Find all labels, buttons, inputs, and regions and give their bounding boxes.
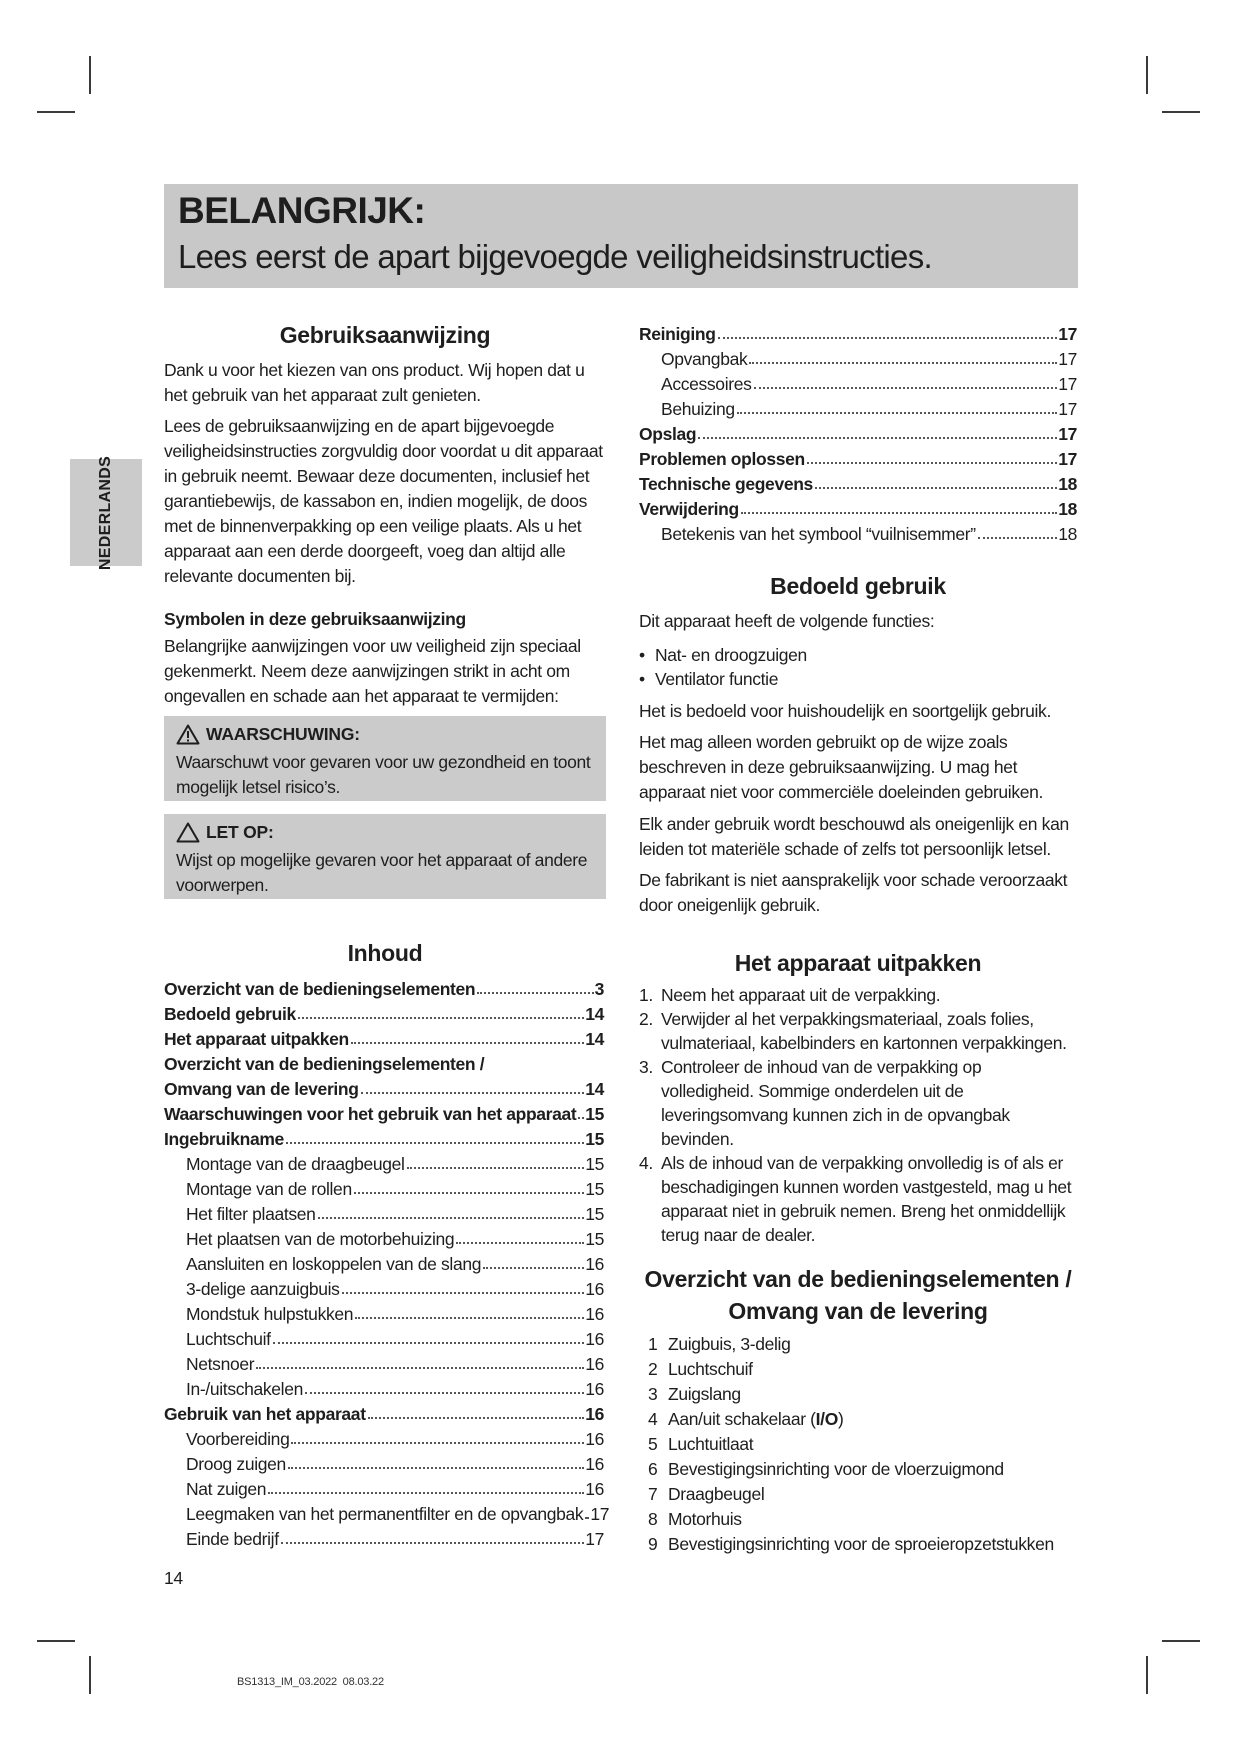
intended-use-p4: De fabrikant is niet aansprakelijk voor schade veroorzaakt door oneigenlijk gebruik. xyxy=(639,870,1068,915)
part-item xyxy=(648,1357,1054,1382)
toc-entry-title: Droog zuigen xyxy=(186,1454,286,1474)
part-item xyxy=(648,1507,1054,1532)
toc-entry xyxy=(639,445,1077,470)
toc-entry xyxy=(164,1075,604,1100)
part-number: 3 xyxy=(648,1384,658,1404)
toc-leader-dots xyxy=(355,1317,584,1319)
part-label: Zuigbuis, 3-delig xyxy=(668,1334,791,1354)
toc-entry xyxy=(639,370,1077,395)
toc-leader-dots xyxy=(256,1367,584,1369)
toc-entry-title: Aansluiten en loskoppelen van de slang xyxy=(186,1254,482,1274)
part-label-suffix: ) xyxy=(837,1409,844,1429)
toc-entry xyxy=(164,1425,604,1450)
toc-entry-title: Montage van de rollen xyxy=(186,1179,352,1199)
caution-title: LET OP: xyxy=(206,822,274,842)
toc-entry xyxy=(639,470,1077,495)
toc-leader-dots xyxy=(368,1417,585,1419)
toc-entry xyxy=(639,420,1077,445)
part-number: 5 xyxy=(648,1434,658,1454)
toc-entry-title: Netsnoer xyxy=(186,1354,255,1374)
crop-mark-top-right-vertical xyxy=(1146,56,1148,94)
toc-entry xyxy=(639,320,1077,345)
toc-entry-page: 17 xyxy=(1058,449,1077,469)
part-number: 4 xyxy=(648,1409,658,1429)
toc-entry xyxy=(164,1275,604,1300)
footer-doc-id: BS1313_IM_03.2022 08.03.22 xyxy=(237,1676,384,1688)
toc-entry-page: 16 xyxy=(585,1379,604,1399)
toc-entry xyxy=(164,1025,604,1050)
toc-entry xyxy=(164,1325,604,1350)
part-label: Motorhuis xyxy=(668,1509,742,1529)
toc-entry xyxy=(164,1500,610,1525)
toc-entry-title: Montage van de draagbeugel xyxy=(186,1154,405,1174)
crop-mark-bottom-left-horizontal xyxy=(37,1640,75,1642)
toc-leader-dots xyxy=(407,1167,585,1169)
toc-entry xyxy=(639,345,1077,370)
toc-leader-dots xyxy=(477,992,593,994)
important-banner xyxy=(164,184,1078,288)
part-number: 1 xyxy=(648,1334,658,1354)
toc-entry xyxy=(164,1475,604,1500)
part-item xyxy=(648,1482,1054,1507)
toc-entry-page: 17 xyxy=(585,1529,604,1549)
toc-entry-page: 18 xyxy=(1058,524,1077,544)
toc-entry-title: Betekenis van het symbool “vuilnisemmer” xyxy=(661,524,976,544)
toc-leader-dots xyxy=(351,1042,584,1044)
toc-entry-title: Luchtschuif xyxy=(186,1329,271,1349)
toc-entry xyxy=(164,1175,604,1200)
toc-entry-page: 15 xyxy=(585,1129,604,1149)
parts-list xyxy=(648,1332,1054,1557)
toc-entry-title: Overzicht van de bedieningselementen xyxy=(164,979,476,999)
crop-mark-bottom-right-vertical xyxy=(1146,1656,1148,1694)
intended-use-heading: Bedoeld gebruik xyxy=(770,573,946,599)
part-label: Luchtuitlaat xyxy=(668,1434,754,1454)
part-label: Bevestigingsinrichting voor de vloerzuigmond xyxy=(668,1459,1004,1479)
toc-leader-dots xyxy=(286,1142,584,1144)
toc-entry-title: Opvangbak xyxy=(661,349,748,369)
toc-entry xyxy=(639,395,1077,420)
toc-entry-title: Nat zuigen xyxy=(186,1479,267,1499)
toc-entry-title: Mondstuk hulpstukken xyxy=(186,1304,354,1324)
toc-entry-page: 16 xyxy=(585,1479,604,1499)
toc-heading: Inhoud xyxy=(347,940,423,966)
toc-entry xyxy=(164,1225,604,1250)
toc-entry-page: 15 xyxy=(585,1229,604,1249)
toc-entry-title: 3-delige aanzuigbuis xyxy=(186,1279,340,1299)
toc-entry-title: Reiniging xyxy=(639,324,716,344)
toc-entry xyxy=(639,520,1077,545)
part-item xyxy=(648,1532,1054,1557)
step-number: 1. xyxy=(639,985,653,1005)
symbols-heading: Symbolen in deze gebruiksaanwijzing xyxy=(164,609,466,629)
toc-entry-page: 16 xyxy=(585,1404,604,1424)
part-item xyxy=(648,1382,1054,1407)
part-item xyxy=(648,1332,1054,1357)
symbols-paragraph: Belangrijke aanwijzingen voor uw veiligheid zijn speciaal gekenmerkt. Neem deze aanwijzingen strikt in acht om ongevallen en schade aan het apparaat te vermijden: xyxy=(164,636,581,706)
toc-leader-dots xyxy=(578,1117,584,1119)
banner-title: BELANGRIJK: xyxy=(178,190,426,231)
function-bullet-item: • Ventilator functie xyxy=(639,667,807,691)
intended-use-p1: Het is bedoeld voor huishoudelijk en soortgelijk gebruik. xyxy=(639,701,1051,721)
part-item xyxy=(648,1407,1054,1432)
toc-leader-dots xyxy=(273,1342,585,1344)
crop-mark-top-left-horizontal xyxy=(37,111,75,113)
toc-entry-title: Overzicht van de bedieningselementen / xyxy=(164,1054,485,1074)
toc-entry-page: 15 xyxy=(585,1179,604,1199)
toc-entry xyxy=(164,1375,604,1400)
toc-entry xyxy=(164,1150,604,1175)
page-number: 14 xyxy=(164,1568,183,1588)
toc-entry-page: 15 xyxy=(585,1204,604,1224)
toc-entry xyxy=(164,1400,604,1425)
toc-leader-dots xyxy=(298,1017,584,1019)
toc-entry xyxy=(164,1525,604,1550)
toc-entry xyxy=(164,1000,604,1025)
unpacking-step xyxy=(639,983,1077,1007)
part-number: 2 xyxy=(648,1359,658,1379)
toc-entry-title: Gebruik van het apparaat xyxy=(164,1404,366,1424)
toc-entry-title: Verwijdering xyxy=(639,499,739,519)
part-label: Luchtschuif xyxy=(668,1359,753,1379)
toc-entry-title: Waarschuwingen voor het gebruik van het apparaat xyxy=(164,1104,577,1124)
toc-entry-page: 16 xyxy=(585,1354,604,1374)
toc-leader-dots xyxy=(288,1467,584,1469)
unpacking-step xyxy=(639,1055,1077,1151)
toc-leader-dots xyxy=(483,1267,584,1269)
step-number: 4. xyxy=(639,1153,653,1173)
caution-text: Wijst op mogelijke gevaren voor het apparaat of andere voorwerpen. xyxy=(176,850,588,895)
caution-box xyxy=(164,814,606,899)
toc-entry-title: Accessoires xyxy=(661,374,752,394)
toc-leader-dots xyxy=(291,1442,584,1444)
language-tab-label: NEDERLANDS xyxy=(97,455,114,570)
banner-subtitle: Lees eerst de apart bijgevoegde veiligheidsinstructies. xyxy=(178,238,932,275)
step-text: Controleer de inhoud van de verpakking op volledigheid. Sommige onderdelen uit de leveringsomvang kunnen zich in de opvangbak bevinden. xyxy=(661,1057,1010,1149)
toc-leader-dots xyxy=(281,1542,585,1544)
toc-entry-page: 17 xyxy=(1058,374,1077,394)
toc-entry-page: 16 xyxy=(585,1304,604,1324)
toc-leader-dots xyxy=(354,1192,584,1194)
manual-heading: Gebruiksaanwijzing xyxy=(279,322,491,348)
toc-entry-title: Behuizing xyxy=(661,399,735,419)
part-number: 6 xyxy=(648,1459,658,1479)
part-item xyxy=(648,1432,1054,1457)
toc-left xyxy=(164,975,610,1550)
manual-intro-paragraph: Dank u voor het kiezen van ons product. Wij hopen dat u het gebruik van het apparaat zult genieten. xyxy=(164,360,585,405)
toc-entry-page: 16 xyxy=(585,1429,604,1449)
toc-entry xyxy=(164,975,604,1000)
warning-box xyxy=(164,716,606,801)
toc-entry xyxy=(164,1125,604,1150)
part-label: Aan/uit schakelaar ( xyxy=(668,1409,816,1429)
functions-list xyxy=(639,643,807,691)
toc-entry-page: 17 xyxy=(590,1504,610,1524)
toc-entry-title: Voorbereiding xyxy=(186,1429,290,1449)
part-number: 9 xyxy=(648,1534,658,1554)
toc-leader-dots xyxy=(754,387,1058,389)
unpacking-steps xyxy=(639,983,1077,1247)
toc-entry-page: 17 xyxy=(1058,349,1077,369)
part-number: 7 xyxy=(648,1484,658,1504)
intended-use-p2: Het mag alleen worden gebruikt op de wijze zoals beschreven in deze gebruiksaanwijzing. U mag het apparaat niet voor commerciële doeleinden gebruiken. xyxy=(639,732,1044,802)
overview-heading-line1: Overzicht van de bedieningselementen / xyxy=(644,1266,1072,1292)
toc-entry-page: 3 xyxy=(594,979,604,999)
toc-entry-title: In-/uitschakelen xyxy=(186,1379,303,1399)
toc-entry-page: 14 xyxy=(585,1079,604,1099)
crop-mark-bottom-right-horizontal xyxy=(1162,1640,1200,1642)
warning-text: Waarschuwt voor gevaren voor uw gezondheid en toont mogelijk letsel risico’s. xyxy=(176,752,591,797)
unpacking-heading: Het apparaat uitpakken xyxy=(734,950,982,976)
toc-entry xyxy=(164,1450,604,1475)
toc-entry-page: 16 xyxy=(585,1254,604,1274)
intended-use-intro: Dit apparaat heeft de volgende functies: xyxy=(639,611,935,631)
toc-entry-title: Het plaatsen van de motorbehuizing xyxy=(186,1229,455,1249)
part-item xyxy=(648,1457,1054,1482)
warning-title: WAARSCHUWING: xyxy=(206,724,360,744)
part-number: 8 xyxy=(648,1509,658,1529)
manual-instructions-paragraph: Lees de gebruiksaanwijzing en de apart bijgevoegde veiligheidsinstructies zorgvuldig door voordat u dit apparaat in gebruik neemt. Bewaar deze documenten, inclusief het garantiebewijs, de kassabon en, indien mogelijk, de doos met de binnenverpakking op een veilige plaats. Als u het apparaat aan een derde doorgeeft, voeg dan altijd alle relevante documenten bij. xyxy=(164,416,603,586)
toc-leader-dots xyxy=(456,1242,584,1244)
step-number: 2. xyxy=(639,1009,653,1029)
toc-entry-page: 16 xyxy=(585,1279,604,1299)
toc-leader-dots xyxy=(361,1092,585,1094)
toc-entry-page: 15 xyxy=(585,1104,604,1124)
toc-leader-dots xyxy=(305,1392,584,1394)
toc-entry-title: Opslag xyxy=(639,424,697,444)
toc-leader-dots xyxy=(268,1492,584,1494)
toc-leader-dots xyxy=(698,437,1057,439)
toc-entry-page: 14 xyxy=(585,1029,604,1049)
toc-entry xyxy=(164,1200,604,1225)
step-text: Neem het apparaat uit de verpakking. xyxy=(661,985,941,1005)
toc-entry-page: 16 xyxy=(585,1454,604,1474)
on-off-symbol: I/O xyxy=(815,1409,838,1429)
toc-entry-title: Problemen oplossen xyxy=(639,449,805,469)
toc-entry xyxy=(164,1050,604,1075)
toc-entry xyxy=(164,1250,604,1275)
unpacking-step xyxy=(639,1007,1077,1055)
toc-leader-dots xyxy=(718,337,1058,339)
toc-entry-page: 17 xyxy=(1058,324,1077,344)
toc-entry xyxy=(164,1300,604,1325)
toc-entry-page: 17 xyxy=(1058,399,1077,419)
toc-entry-page: 17 xyxy=(1058,424,1077,444)
unpacking-step xyxy=(639,1151,1077,1247)
toc-right xyxy=(639,320,1077,545)
toc-leader-dots xyxy=(815,487,1057,489)
crop-mark-top-right-horizontal xyxy=(1162,111,1200,113)
step-number: 3. xyxy=(639,1057,653,1077)
toc-entry-page: 15 xyxy=(585,1154,604,1174)
overview-heading-line2: Omvang van de levering xyxy=(728,1298,988,1324)
toc-entry-title: Leegmaken van het permanentfilter en de opvangbak xyxy=(186,1504,584,1524)
toc-entry-title: Einde bedrijf xyxy=(186,1529,279,1549)
toc-entry-page: 16 xyxy=(585,1329,604,1349)
toc-leader-dots xyxy=(318,1217,585,1219)
function-bullet-item: • Nat- en droogzuigen xyxy=(639,643,807,667)
language-tab xyxy=(70,455,142,570)
toc-leader-dots xyxy=(342,1292,585,1294)
toc-leader-dots xyxy=(585,1517,589,1519)
toc-entry xyxy=(164,1100,604,1125)
toc-leader-dots xyxy=(807,462,1057,464)
toc-leader-dots xyxy=(741,512,1057,514)
toc-entry-title: Omvang van de levering xyxy=(164,1079,359,1099)
toc-entry-title: Technische gegevens xyxy=(639,474,813,494)
part-label: Zuigslang xyxy=(668,1384,741,1404)
intended-use-p3: Elk ander gebruik wordt beschouwd als oneigenlijk en kan leiden tot materiële schade of zelfs tot persoonlijk letsel. xyxy=(639,814,1069,859)
caution-title-row xyxy=(176,822,274,843)
toc-entry-title: Bedoeld gebruik xyxy=(164,1004,296,1024)
step-text: Verwijder al het verpakkingsmateriaal, zoals folies, vulmateriaal, kabelbinders en kartonnen verpakkingen. xyxy=(661,1009,1067,1053)
toc-leader-dots xyxy=(749,362,1057,364)
toc-entry-page: 18 xyxy=(1058,499,1077,519)
toc-entry xyxy=(639,495,1077,520)
part-label: Draagbeugel xyxy=(668,1484,765,1504)
part-label: Bevestigingsinrichting voor de sproeieropzetstukken xyxy=(668,1534,1054,1554)
step-text: Als de inhoud van de verpakking onvolledig is of als er beschadigingen kunnen worden vastgesteld, mag u het apparaat niet in gebruik nemen. Breng het onmiddellijk terug naar de dealer. xyxy=(661,1153,1072,1245)
crop-mark-top-left-vertical xyxy=(89,56,91,94)
toc-entry-page: 14 xyxy=(585,1004,604,1024)
toc-entry-title: Het filter plaatsen xyxy=(186,1204,316,1224)
warning-triangle-icon xyxy=(176,724,200,745)
caution-triangle-icon xyxy=(176,822,200,843)
warning-title-row xyxy=(176,724,360,745)
toc-entry-title: Ingebruikname xyxy=(164,1129,284,1149)
toc-leader-dots xyxy=(978,537,1057,539)
toc-entry-page: 18 xyxy=(1058,474,1077,494)
toc-leader-dots xyxy=(737,412,1058,414)
crop-mark-bottom-left-vertical xyxy=(89,1656,91,1694)
toc-entry xyxy=(164,1350,604,1375)
toc-entry-title: Het apparaat uitpakken xyxy=(164,1029,349,1049)
